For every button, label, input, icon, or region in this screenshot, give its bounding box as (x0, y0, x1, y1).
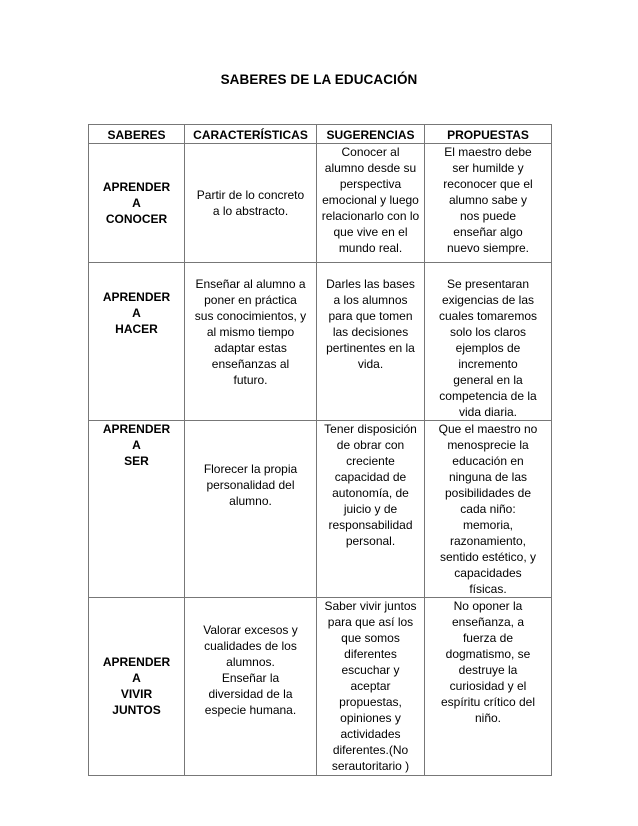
saber-cell: APRENDER A SER (89, 421, 185, 598)
saberes-table (88, 124, 552, 776)
header-caracteristicas: CARACTERÍSTICAS (185, 125, 317, 144)
header-sugerencias: SUGERENCIAS (317, 125, 425, 144)
table-row (89, 598, 552, 776)
sugerencias-cell: Saber vivir juntos para que así los que somos diferentes escuchar y aceptar propuestas, opiniones y actividades diferentes.(No serautoritario ) (317, 598, 425, 776)
page-title: SABERES DE LA EDUCACIÓN (220, 72, 418, 87)
saber-cell: APRENDER A VIVIR JUNTOS (89, 598, 185, 776)
saber-cell: APRENDER A HACER (89, 263, 185, 421)
sugerencias-cell: Tener disposición de obrar con creciente capacidad de autonomía, de juicio y de responsabilidad personal. (317, 421, 425, 598)
header-propuestas: PROPUESTAS (425, 125, 552, 144)
sugerencias-cell: Conocer al alumno desde su perspectiva emocional y luego relacionarlo con lo que vive en el mundo real. (317, 144, 425, 263)
caracteristicas-cell: Florecer la propia personalidad del alumno. (185, 421, 317, 598)
saber-cell: APRENDER A CONOCER (89, 144, 185, 263)
caracteristicas-cell: Enseñar al alumno a poner en práctica sus conocimientos, y al mismo tiempo adaptar estas enseñanzas al futuro. (185, 263, 317, 421)
header-saberes: SABERES (89, 125, 185, 144)
table-row (89, 263, 552, 421)
table-row (89, 144, 552, 263)
propuestas-cell: No oponer la enseñanza, a fuerza de dogmatismo, se destruye la curiosidad y el espíritu crítico del niño. (425, 598, 552, 776)
propuestas-cell: El maestro debe ser humilde y reconocer que el alumno sabe y nos puede enseñar algo nuevo siempre. (425, 144, 552, 263)
sugerencias-cell: Darles las bases a los alumnos para que tomen las decisiones pertinentes en la vida. (317, 263, 425, 421)
propuestas-cell: Que el maestro no menosprecie la educación en ninguna de las posibilidades de cada niño: memoria, razonamiento, sentido estético, y capacidades físicas. (425, 421, 552, 598)
propuestas-cell: Se presentaran exigencias de las cuales tomaremos solo los claros ejemplos de incremento general en la competencia de la vida diaria. (425, 263, 552, 421)
table-row (89, 421, 552, 598)
caracteristicas-cell: Valorar excesos y cualidades de los alumnos. Enseñar la diversidad de la especie humana. (185, 598, 317, 776)
caracteristicas-cell: Partir de lo concreto a lo abstracto. (185, 144, 317, 263)
table-header-row (89, 125, 552, 144)
